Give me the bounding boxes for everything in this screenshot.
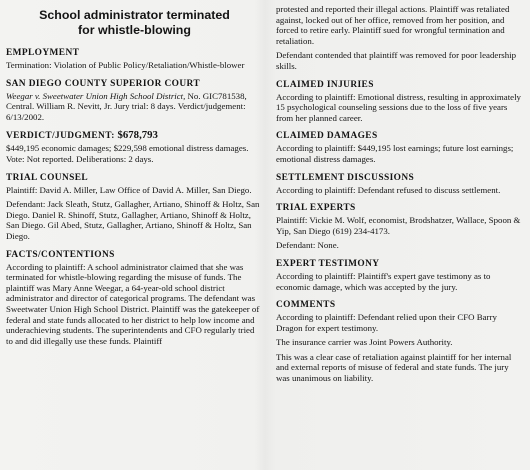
comments-text-2: The insurance carrier was Joint Powers Authority. <box>276 337 453 348</box>
court-section <box>6 79 263 123</box>
settlement-heading: SETTLEMENT DISCUSSIONS <box>276 172 415 183</box>
facts-continued <box>276 4 524 72</box>
title-line-2: for whistle-blowing <box>78 23 191 37</box>
employment-text: Termination: Violation of Public Policy/Retaliation/Whistle-blower <box>6 60 245 70</box>
defendant-counsel: Defendant: Jack Sleath, Stutz, Gallagher, Artiano, Shinoff & Holtz, San Diego. Daniel R. Shinoff, Stutz, Gallagher, Artiano, Shinoff & Holtz, San Diego. Gil Abed, Stutz, Gallagher, Artiano, Shinoff & Holtz, San Diego. <box>6 199 260 241</box>
facts-text: According to plaintiff: A school administrator claimed that she was terminated for whistle-blowing regarding the misuse of funds. The plaintiff was Mary Anne Weegar, a 64-year-old school district administrator and director of categorical programs. The defendant was Sweetwater Union High School District. Plaintiff was the gatekeeper of federal and state funds allocated to her district to help low income and underachieving students. The superintendents and CFO regularly tried to and did illegally use these funds. Plaintiff <box>6 261 260 346</box>
comments-text-1: According to plaintiff: Defendant relied upon their CFO Barry Dragon for expert testimony. <box>276 312 497 333</box>
plaintiff-expert: Plaintiff: Vickie M. Wolf, economist, Brodshatzer, Wallace, Spoon & Yip, San Diego (619) 234-4173. <box>276 215 521 236</box>
testimony-heading: EXPERT TESTIMONY <box>276 258 380 269</box>
case-name: Weegar v. Sweetwater Union High School District, <box>6 90 186 101</box>
damages-heading: CLAIMED DAMAGES <box>276 131 378 142</box>
testimony-text: According to plaintiff: Plaintiff's expert gave testimony as to economic damage, which was accepted by the jury. <box>276 270 491 292</box>
article-title <box>6 8 263 38</box>
facts-section <box>6 250 263 347</box>
verdict-label: VERDICT/JUDGMENT: <box>6 131 115 142</box>
experts-heading: TRIAL EXPERTS <box>276 203 356 214</box>
injuries-heading: CLAIMED INJURIES <box>276 79 374 90</box>
comments-heading: COMMENTS <box>276 300 336 311</box>
facts-continued-text: protested and reported their illegal actions. Plaintiff was retaliated against, locked out of her office, removed from her position, and forced to retire early. Plaintiff sued for wrongful termination and retaliation. <box>276 4 510 46</box>
title-line-1: School administrator terminated <box>39 8 230 22</box>
experts-section <box>276 203 524 251</box>
plaintiff-counsel: Plaintiff: David A. Miller, Law Office of David A. Miller, San Diego. <box>6 184 252 195</box>
injuries-text: According to plaintiff: Emotional distress, resulting in approximately 15 psychological counseling sessions due to the loss of five years from her planned career. <box>276 91 521 123</box>
damages-text: According to plaintiff: $449,195 lost earnings; future lost earnings; emotional distress damages. <box>276 143 514 164</box>
facts-heading: FACTS/CONTENTIONS <box>6 249 115 260</box>
defendant-contention: Defendant contended that plaintiff was removed for poor leadership skills. <box>276 50 517 71</box>
testimony-section <box>276 259 524 292</box>
verdict-section <box>6 130 263 164</box>
right-column <box>276 4 524 392</box>
case-details: No. GIC781538, Central. William R. Nevitt, Jr. Jury trial: 8 days. Verdict/judgement: 6/13/2002. <box>6 90 247 122</box>
damages-section <box>276 131 524 164</box>
employment-section <box>6 48 263 71</box>
verdict-heading <box>6 130 263 142</box>
comments-section <box>276 300 524 384</box>
comments-text-3: This was a clear case of retaliation against plaintiff for her internal and external reports of misuse of federal and state funds. The jury was unanimous on liability. <box>276 351 512 384</box>
employment-heading: EMPLOYMENT <box>6 48 80 58</box>
court-heading: SAN DIEGO COUNTY SUPERIOR COURT <box>6 78 201 89</box>
left-column <box>6 0 263 354</box>
court-text <box>6 91 263 123</box>
settlement-section <box>276 173 524 196</box>
injuries-section <box>276 80 524 124</box>
defendant-expert: Defendant: None. <box>276 240 339 251</box>
verdict-text: $449,195 economic damages; $229,598 emotional distress damages. Vote: Not reported. Deliberations: 2 days. <box>6 143 249 164</box>
verdict-amount: $678,793 <box>117 129 158 142</box>
settlement-text: According to plaintiff: Defendant refused to discuss settlement. <box>276 184 501 195</box>
trial-counsel-heading: TRIAL COUNSEL <box>6 172 89 183</box>
trial-counsel-section <box>6 173 263 242</box>
